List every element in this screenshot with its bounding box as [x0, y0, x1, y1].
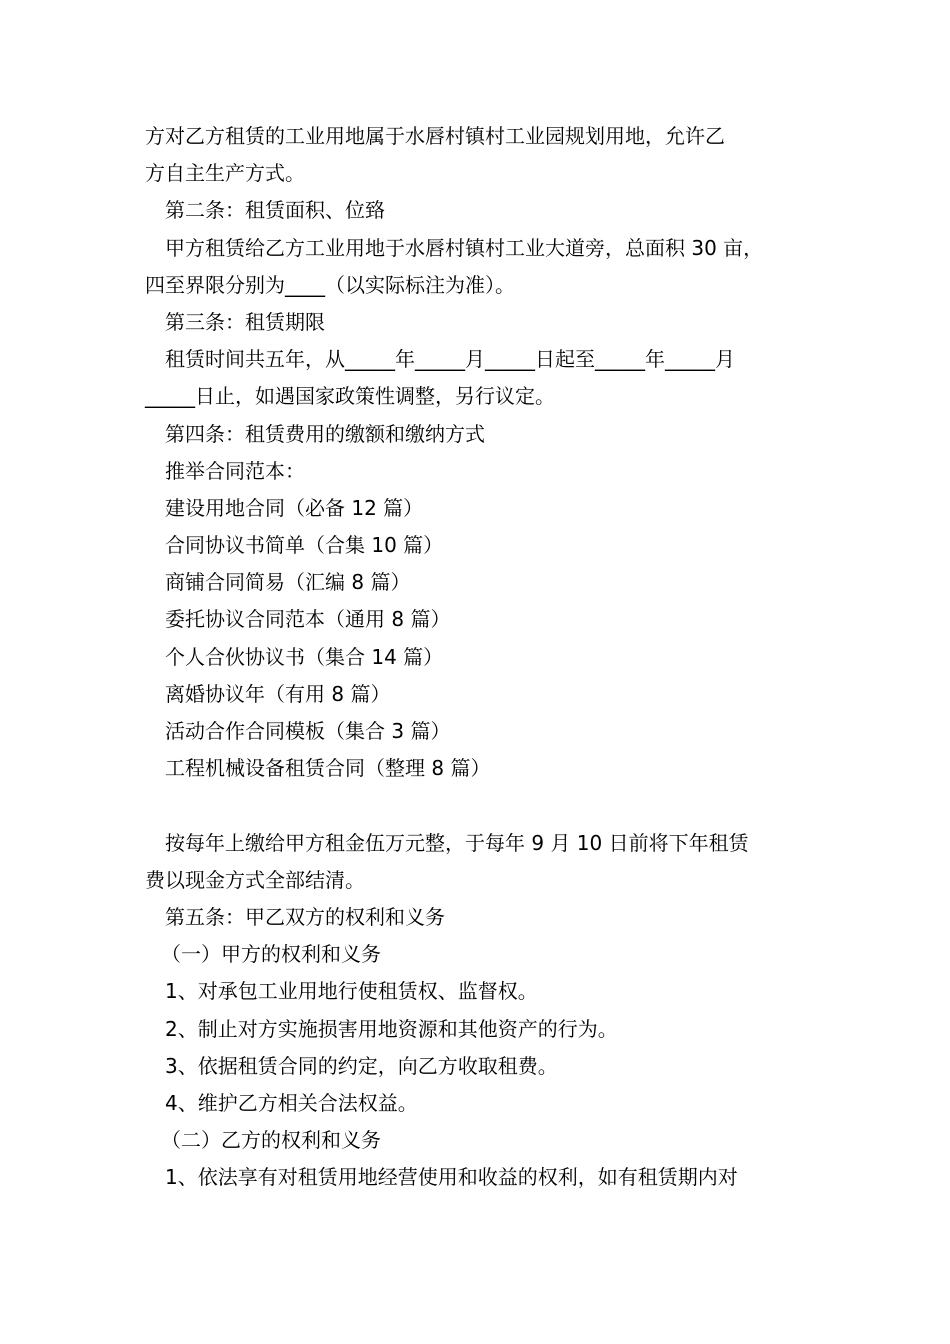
list-item: 4、维护乙方相关合法权益。	[165, 1090, 418, 1115]
recommend-item: 建设用地合同（必备 12 篇）	[165, 495, 424, 520]
article-heading: 第四条：租赁费用的缴额和缴纳方式	[165, 421, 485, 446]
section-heading: （二）乙方的权利和义务	[161, 1128, 381, 1153]
article-heading: 第二条：租赁面积、位臵	[165, 198, 385, 223]
recommend-item: 合同协议书简单（合集 10 篇）	[165, 533, 444, 558]
list-item: 3、依据租赁合同的约定，向乙方收取租费。	[165, 1053, 558, 1078]
recommend-item: 活动合作合同模板（集合 3 篇）	[165, 719, 451, 743]
list-item: 1、对承包工业用地行使租赁权、监督权。	[165, 979, 538, 1004]
recommend-item: 个人合伙协议书（集合 14 篇）	[165, 644, 444, 669]
paragraph-line: _____日止，如遇国家政策性调整，另行议定。	[145, 384, 555, 409]
recommend-item: 商铺合同简易（汇编 8 篇）	[165, 570, 411, 595]
paragraph-line: 四至界限分别为____（以实际标注为准）。	[145, 272, 515, 297]
section-heading: （一）甲方的权利和义务	[161, 942, 381, 967]
article-heading: 第五条：甲乙双方的权利和义务	[165, 904, 445, 929]
paragraph-line: 方对乙方租赁的工业用地属于水唇村镇村工业园规划用地，允许乙	[145, 124, 725, 148]
paragraph-line: 按每年上缴给甲方租金伍万元整，于每年 9 月 10 日前将下年租赁	[165, 830, 749, 855]
paragraph-line: 方自主生产方式。	[145, 161, 305, 186]
recommend-heading: 推举合同范本：	[165, 458, 305, 483]
paragraph-line: 甲方租赁给乙方工业用地于水唇村镇村工业大道旁，总面积 30 亩，	[165, 235, 764, 260]
recommend-item: 委托协议合同范本（通用 8 篇）	[165, 607, 451, 632]
blank-line	[145, 787, 835, 824]
recommend-item: 工程机械设备租赁合同（整理 8 篇）	[165, 756, 491, 781]
article-heading: 第三条：租赁期限	[165, 309, 325, 334]
paragraph-line: 租赁时间共五年，从_____年_____月_____日起至_____年_____月	[165, 347, 735, 372]
paragraph-line: 费以现金方式全部结清。	[145, 867, 365, 892]
recommend-item: 离婚协议年（有用 8 篇）	[165, 681, 391, 706]
document-body	[145, 118, 835, 1196]
list-item: 1、依法享有对租赁用地经营使用和收益的权利，如有租赁期内对	[165, 1165, 738, 1190]
list-item: 2、制止对方实施损害用地资源和其他资产的行为。	[165, 1016, 618, 1041]
